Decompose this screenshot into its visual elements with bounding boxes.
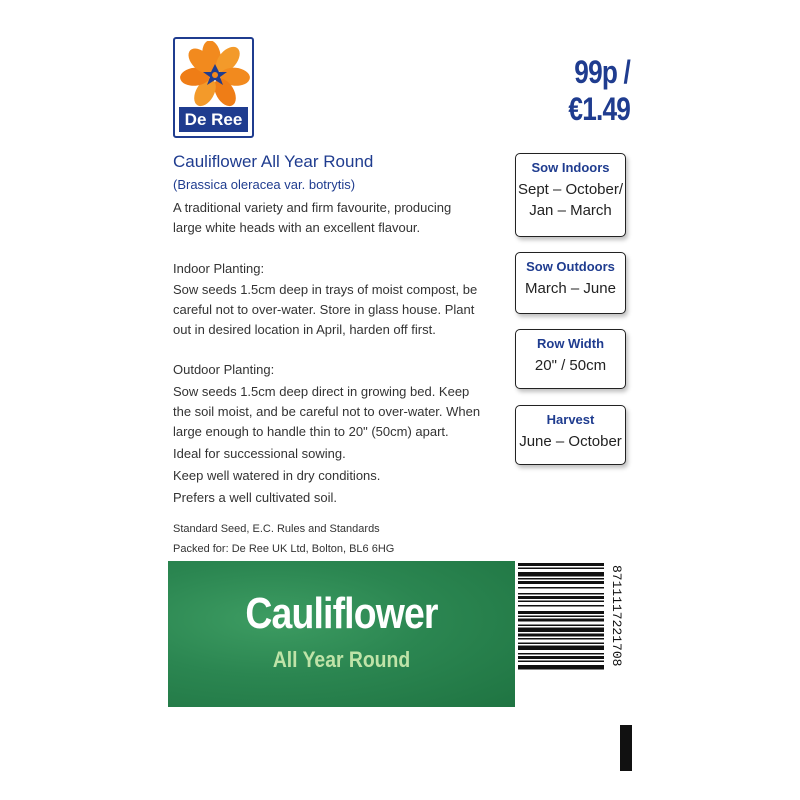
outdoor-line: Sow seeds 1.5cm deep direct in growing bed. Keep [173, 384, 470, 399]
banner-title: Cauliflower [245, 589, 438, 638]
info-label: Harvest [546, 412, 595, 427]
barcode-bar [518, 665, 604, 670]
barcode-bar [518, 653, 604, 655]
barcode-bar [518, 572, 604, 577]
info-box-sow-outdoors [515, 252, 626, 314]
indoor-line: Sow seeds 1.5cm deep in trays of moist compost, be [173, 282, 478, 297]
description-line: A traditional variety and firm favourite, producing [173, 200, 452, 215]
description-line: large white heads with an excellent flavour. [173, 220, 421, 235]
barcode-digits: 8711117221708 [609, 565, 624, 667]
outdoor-line: large enough to handle thin to 20" (50cm) apart. [173, 424, 449, 439]
info-box-row-width [515, 329, 626, 389]
barcode-bar [518, 563, 604, 566]
info-label: Sow Indoors [531, 160, 610, 175]
barcode-bar [518, 581, 604, 584]
barcode-bar [518, 625, 604, 627]
info-value: Jan – March [529, 202, 612, 219]
barcode-bar [518, 646, 604, 651]
price: 99p / €1.49 [568, 54, 630, 127]
banner-subtitle: All Year Round [272, 647, 411, 672]
barcode-bar [518, 638, 604, 640]
info-box-sow-indoors [515, 153, 626, 237]
barcode-bar [518, 568, 604, 570]
product-title: Cauliflower All Year Round [173, 152, 374, 171]
product-banner [168, 561, 515, 707]
info-box-harvest [515, 405, 626, 465]
packed-note: Packed for: De Ree UK Ltd, Bolton, BL6 6HG [173, 543, 395, 555]
barcode-bar [518, 578, 604, 580]
barcode-bar [518, 605, 604, 607]
info-value: Sept – October/ [517, 181, 624, 198]
barcode-bar [518, 634, 604, 637]
indoor-heading: Indoor Planting: [173, 261, 265, 276]
indoor-line: out in desired location in April, harden off first. [173, 322, 436, 337]
flower-icon [177, 41, 251, 107]
product-latin-name: (Brassica oleracea var. botrytis) [173, 177, 356, 192]
info-value: June – October [519, 433, 622, 450]
barcode-bar [518, 587, 604, 589]
barcode-bar [518, 616, 604, 618]
brand-name: De Ree [179, 107, 248, 132]
info-label: Sow Outdoors [526, 259, 615, 274]
outdoor-tip: Prefers a well cultivated soil. [173, 490, 338, 505]
info-label: Row Width [536, 336, 605, 351]
barcode-guard-bar [620, 725, 632, 771]
outdoor-heading: Outdoor Planting: [173, 362, 275, 377]
barcode-bar [518, 628, 604, 633]
barcode-icon [518, 561, 606, 711]
barcode-bar [518, 601, 604, 603]
info-value: 20" / 50cm [534, 357, 607, 374]
indoor-line: careful not to over-water. Store in glass house. Plant [173, 302, 475, 317]
barcode-bar [518, 596, 604, 599]
standards-note: Standard Seed, E.C. Rules and Standards [173, 523, 380, 535]
brand-logo [173, 37, 254, 138]
barcode-bar [518, 611, 604, 614]
barcode-bar [518, 656, 604, 659]
info-value: March – June [525, 280, 616, 297]
barcode-bar [518, 619, 604, 622]
barcode-bar [518, 661, 604, 663]
outdoor-tip: Keep well watered in dry conditions. [173, 468, 381, 483]
outdoor-tip: Ideal for successional sowing. [173, 446, 346, 461]
outdoor-line: the soil moist, and be careful not to over-water. When [173, 404, 481, 419]
barcode-bar [518, 593, 604, 595]
barcode-bar [518, 643, 604, 645]
barcode-number [606, 565, 626, 715]
